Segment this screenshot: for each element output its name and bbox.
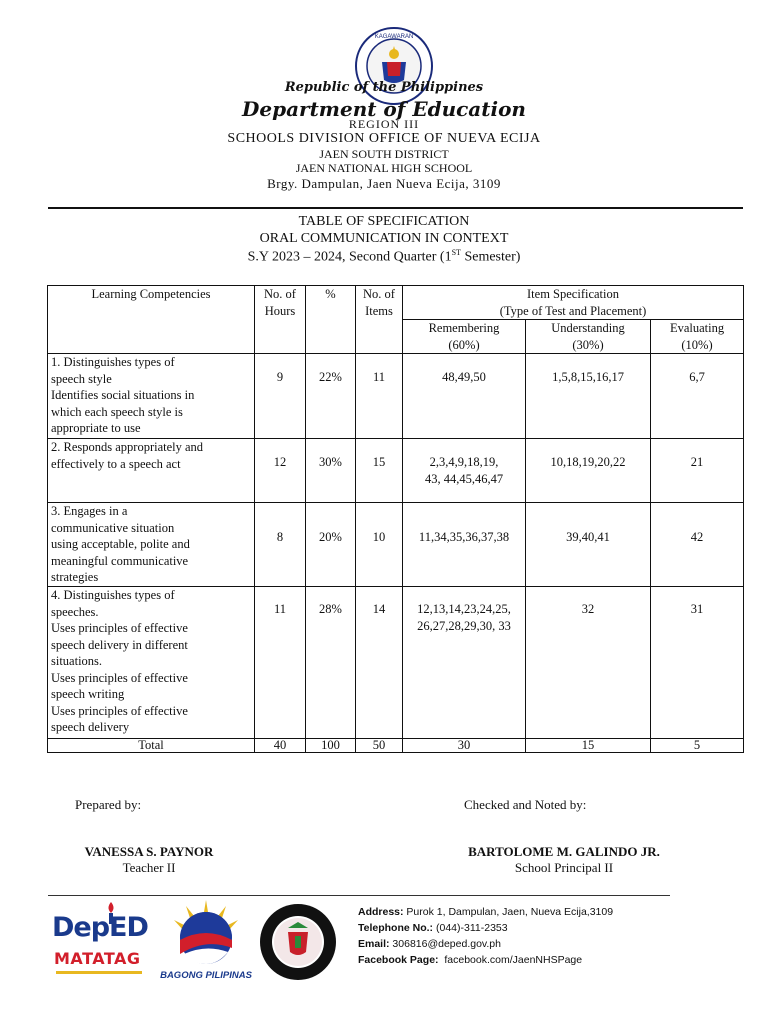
competency-line: which each speech style is [51, 404, 183, 419]
competency-line: meaningful communicative [51, 553, 189, 568]
competency-cell [48, 587, 255, 739]
contact-phone [358, 920, 613, 936]
preparer-title: Teacher II [122, 860, 176, 875]
remembering-cell: 48,49,50 [403, 354, 526, 439]
deped-wordmark: DepED [52, 912, 148, 943]
facebook-label: Facebook Page: [358, 954, 439, 966]
evaluating-cell: 21 [651, 439, 744, 503]
matatag-wordmark: MATATAG [54, 949, 141, 968]
total-items: 50 [356, 739, 403, 753]
competency-line: using acceptable, polite and [51, 537, 190, 551]
competency-line: 3. Engages in a [51, 504, 128, 518]
subject-title: ORAL COMMUNICATION IN CONTEXT [259, 231, 509, 246]
spec-subtitle: (Type of Test and Placement) [499, 303, 647, 318]
total-percent: 100 [306, 739, 356, 753]
bagong-pilipinas-logo [158, 898, 254, 984]
school-address: Brgy. Dampulan, Jaen Nueva Ecija, 3109 [267, 176, 501, 191]
evaluating-cell: 31 [651, 587, 744, 739]
bagong-pilipinas-emblem [158, 898, 254, 968]
republic-line: Republic of the Philippines [284, 80, 484, 95]
email-label: Email: [358, 938, 390, 950]
preparer-name: VANESSA S. PAYNOR [84, 844, 214, 859]
items-cell: 10 [356, 503, 403, 587]
contact-block [358, 904, 613, 968]
percent-cell: 30% [306, 439, 356, 503]
percent-cell: 28% [306, 587, 356, 739]
understanding-cell: 39,40,41 [526, 503, 651, 587]
understanding-pct: (30%) [572, 337, 604, 352]
total-evaluating: 5 [651, 739, 744, 753]
competency-cell [48, 439, 255, 503]
understanding-cell: 32 [526, 587, 651, 739]
competency-line: appropriate to use [51, 421, 141, 435]
remembering-cell: 11,34,35,36,37,38 [403, 503, 526, 587]
evaluating-cell: 6,7 [651, 354, 744, 439]
total-remembering: 30 [403, 739, 526, 753]
table-row [48, 503, 744, 587]
hours-cell: 9 [255, 354, 306, 439]
remembering-cell [403, 439, 526, 503]
header-percent: % [306, 286, 356, 354]
hours-cell: 12 [255, 439, 306, 503]
competency-line: Uses principles of effective [51, 703, 188, 718]
items-cell: 15 [356, 439, 403, 503]
evaluating-cell: 42 [651, 503, 744, 587]
checker-name: BARTOLOME M. GALINDO JR. [468, 844, 660, 859]
competency-line: Identifies social situations in [51, 388, 195, 402]
address-value: Purok 1, Dampulan, Jaen, Nueva Ecija,3109 [403, 906, 614, 918]
hours-cell: 8 [255, 503, 306, 587]
evaluating-label: Evaluating [669, 321, 725, 335]
competency-line: speech delivery in different [51, 637, 188, 652]
competency-line: speech style [51, 371, 112, 386]
bagong-pilipinas-text: BAGONG PILIPINAS [160, 970, 252, 981]
competency-line: 4. Distinguishes types of [51, 588, 175, 602]
competency-cell [48, 354, 255, 439]
address-label: Address: [358, 906, 404, 918]
header-hours: No. of Hours [255, 286, 306, 354]
remembering-line: 26,27,28,29,30, 33 [417, 618, 511, 633]
header-evaluating [651, 320, 744, 354]
header-divider [48, 207, 743, 209]
deped-matatag-logo [52, 902, 150, 982]
competency-line: effectively to a speech act [51, 456, 181, 471]
remembering-pct: (60%) [448, 337, 480, 352]
division-line: SCHOOLS DIVISION OFFICE OF NUEVA ECIJA [227, 131, 541, 146]
total-hours: 40 [255, 739, 306, 753]
department-name: Department of Education [242, 97, 526, 121]
percent-cell: 20% [306, 503, 356, 587]
header-competencies: Learning Competencies [48, 286, 255, 354]
school-seal-logo [258, 902, 338, 982]
spec-title: Item Specification [527, 287, 619, 301]
evaluating-pct: (10%) [681, 337, 713, 352]
table-row [48, 354, 744, 439]
contact-email [358, 936, 613, 952]
total-row [48, 739, 744, 753]
items-cell: 14 [356, 587, 403, 739]
competency-line: 2. Responds appropriately and [51, 440, 204, 454]
header-item-specification [403, 286, 744, 320]
school-year-text: S.Y 2023 – 2024, Second Quarter (1 [247, 249, 452, 265]
header-understanding [526, 320, 651, 354]
competency-cell [48, 503, 255, 587]
phone-value: (044)-311-2353 [433, 922, 508, 934]
region-line: REGION III [348, 117, 420, 131]
remembering-line: 2,3,4,9,18,19, [429, 455, 499, 469]
phone-label: Telephone No.: [358, 922, 434, 934]
percent-cell: 22% [306, 354, 356, 439]
prepared-by-label: Prepared by: [75, 797, 142, 812]
total-understanding: 15 [526, 739, 651, 753]
competency-line: Uses principles of effective [51, 621, 188, 635]
email-value: 306816@deped.gov.ph [389, 938, 501, 950]
matatag-underline [56, 971, 142, 974]
footer-divider [48, 895, 670, 896]
competency-line: speech writing [51, 687, 125, 701]
svg-text:KAGAWARAN: KAGAWARAN [374, 34, 414, 40]
remembering-line: 43, 44,45,46,47 [424, 471, 504, 486]
contact-facebook [358, 952, 613, 968]
competency-line: speeches. [51, 604, 99, 619]
competency-line: situations. [51, 654, 103, 668]
document-title: TABLE OF SPECIFICATION [298, 214, 470, 229]
understanding-label: Understanding [551, 321, 625, 335]
semester-text: Semester) [460, 249, 521, 265]
understanding-cell: 1,5,8,15,16,17 [526, 354, 651, 439]
understanding-cell: 10,18,19,20,22 [526, 439, 651, 503]
contact-address [358, 904, 613, 920]
total-label: Total [48, 739, 255, 753]
header-items: No. of Items [356, 286, 403, 354]
school-name: JAEN NATIONAL HIGH SCHOOL [295, 161, 473, 175]
remembering-label: Remembering [428, 321, 500, 335]
checker-title: School Principal II [514, 860, 614, 875]
table-row [48, 587, 744, 739]
competency-line: communicative situation [51, 520, 175, 535]
school-year-line [0, 248, 768, 266]
competency-line: Uses principles of effective [51, 670, 188, 685]
specification-table [47, 285, 744, 753]
competency-line: 1. Distinguishes types of [51, 355, 175, 369]
ordinal-superscript: ST [451, 248, 461, 257]
competency-line: strategies [51, 570, 99, 584]
competency-line: speech delivery [51, 720, 130, 734]
district-line: JAEN SOUTH DISTRICT [319, 147, 449, 161]
remembering-cell [403, 587, 526, 739]
items-cell: 11 [356, 354, 403, 439]
facebook-value: facebook.com/JaenNHSPage [438, 954, 583, 966]
remembering-line: 12,13,14,23,24,25, [417, 602, 511, 616]
checked-by-label: Checked and Noted by: [464, 797, 587, 812]
table-row [48, 439, 744, 503]
header-remembering [403, 320, 526, 354]
hours-cell: 11 [255, 587, 306, 739]
